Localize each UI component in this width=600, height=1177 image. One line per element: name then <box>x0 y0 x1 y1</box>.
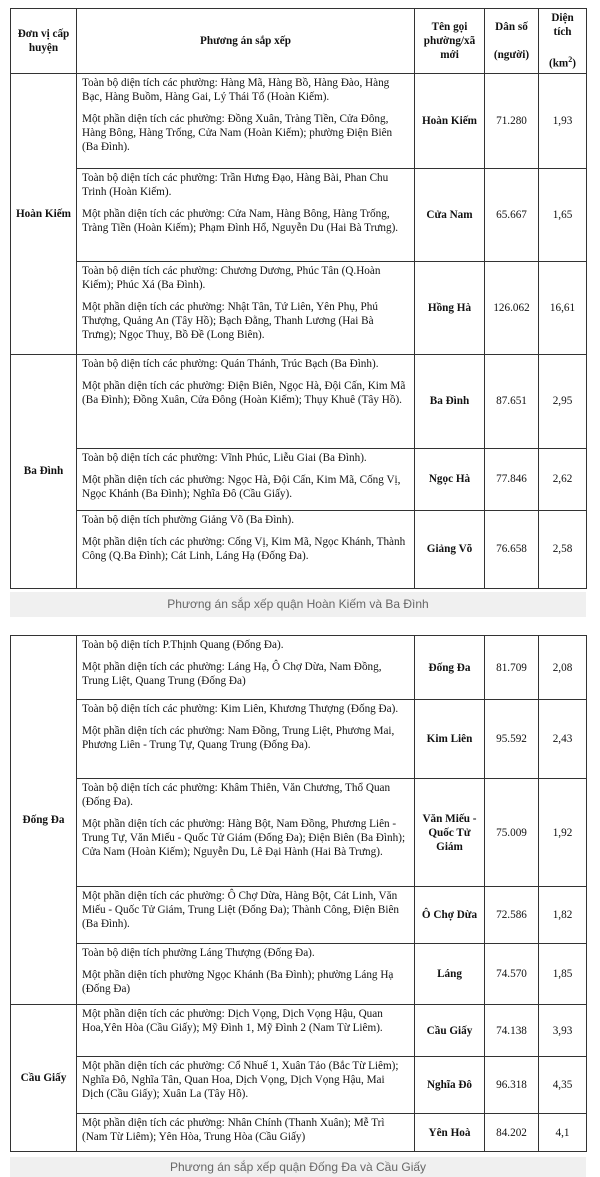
table-row <box>11 510 587 588</box>
population-cell: 76.658 <box>485 510 539 588</box>
area-cell: 2,95 <box>539 354 587 448</box>
header-area-unit-sup: 2 <box>568 55 573 64</box>
ward-name: Yên Hoà <box>415 1114 485 1152</box>
area-cell: 2,62 <box>539 448 587 510</box>
plan-cell <box>77 887 415 944</box>
ward-name: Hoàn Kiếm <box>415 73 485 168</box>
area-cell: 4,35 <box>539 1057 587 1114</box>
plan-full: Toàn bộ diện tích các phường: Chương Dương, Phúc Tân (Q.Hoàn Kiếm); Phúc Xá (Ba Đình). <box>82 264 381 291</box>
header-population-label: Dân số <box>495 20 528 33</box>
plan-cell <box>77 779 415 887</box>
table-row <box>11 354 587 448</box>
population-cell: 65.667 <box>485 168 539 261</box>
plan-full: Toàn bộ diện tích P.Thịnh Quang (Đống Đa). <box>82 639 284 651</box>
area-cell: 16,61 <box>539 261 587 354</box>
area-cell: 2,43 <box>539 700 587 779</box>
plan-full: Toàn bộ diện tích các phường: Khâm Thiên, Văn Chương, Thổ Quan (Đống Đa). <box>82 782 391 808</box>
area-cell: 1,85 <box>539 944 587 1005</box>
population-cell: 75.009 <box>485 779 539 887</box>
table-block-2 <box>10 635 586 1152</box>
header-area-unit-close: ) <box>572 57 576 70</box>
area-cell: 2,58 <box>539 510 587 588</box>
area-cell: 1,92 <box>539 779 587 887</box>
plan-partial: Một phần diện tích các phường: Cổ Nhuế 1, Xuân Tảo (Bắc Từ Liêm); Nghĩa Đô, Nghĩa Tân, Quan Hoa, Dịch Vọng, Dịch Vọng Hậu, Mai Dịch (Cầu Giấy); Xuân La (Tây Hồ). <box>82 1060 399 1100</box>
plan-cell <box>77 354 415 448</box>
caption-2: Phương án sắp xếp quận Đống Đa và Cầu Giấy <box>10 1157 586 1177</box>
plan-cell <box>77 636 415 700</box>
ward-name: Nghĩa Đô <box>415 1057 485 1114</box>
population-cell: 96.318 <box>485 1057 539 1114</box>
population-cell: 77.846 <box>485 448 539 510</box>
ward-name: Cầu Giấy <box>415 1005 485 1057</box>
plan-partial: Một phần diện tích các phường: Láng Hạ, Ô Chợ Dừa, Nam Đồng, Trung Liệt, Quang Trung (Đống Đa) <box>82 661 382 687</box>
ward-name: Láng <box>415 944 485 1005</box>
population-cell: 74.570 <box>485 944 539 1005</box>
plan-full: Toàn bộ diện tích các phường: Kim Liên, Khương Thượng (Đống Đa). <box>82 703 399 715</box>
ward-name: Đống Đa <box>415 636 485 700</box>
plan-partial: Một phần diện tích các phường: Cửa Nam, Hàng Bông, Hàng Trống, Tràng Tiền (Hoàn Kiếm); Phạm Đình Hổ, Nguyễn Du (Hai Bà Trưng). <box>82 207 399 234</box>
table-row <box>11 1005 587 1057</box>
population-cell: 81.709 <box>485 636 539 700</box>
area-cell: 1,82 <box>539 887 587 944</box>
plan-full: Toàn bộ diện tích các phường: Quán Thánh, Trúc Bạch (Ba Đình). <box>82 357 379 370</box>
plan-partial: Một phần diện tích các phường: Dịch Vọng, Dịch Vọng Hậu, Quan Hoa,Yên Hòa (Cầu Giấy); Mỹ Đình 1, Mỹ Đình 2 (Nam Từ Liêm). <box>82 1008 383 1034</box>
ward-name: Ô Chợ Dừa <box>415 887 485 944</box>
plan-full: Toàn bộ diện tích các phường: Vĩnh Phúc, Liễu Giai (Ba Đình). <box>82 451 367 464</box>
table-row <box>11 944 587 1005</box>
table-dong-da-cau-giay <box>10 635 587 1152</box>
area-cell: 1,93 <box>539 73 587 168</box>
header-area-unit: (km <box>548 57 569 70</box>
plan-cell <box>77 448 415 510</box>
ward-name: Hồng Hà <box>415 261 485 354</box>
population-cell: 74.138 <box>485 1005 539 1057</box>
plan-full: Toàn bộ diện tích các phường: Hàng Mã, Hàng Bồ, Hàng Đào, Hàng Bạc, Hàng Buồm, Hàng Gai, Lý Thái Tổ (Hoàn Kiếm). <box>82 76 390 103</box>
header-plan: Phương án sắp xếp <box>77 9 415 74</box>
table-row <box>11 636 587 700</box>
ward-name: Giảng Võ <box>415 510 485 588</box>
district-cell: Hoàn Kiếm <box>11 73 77 354</box>
table-row <box>11 1114 587 1152</box>
header-population-unit: (người) <box>493 48 530 61</box>
plan-partial: Một phần diện tích các phường: Nhật Tân, Tứ Liên, Yên Phụ, Phú Thượng, Quảng An (Tây Hồ); Bạch Đằng, Thanh Lương (Hai Bà Trưng); Ngọc Thuỵ, Bồ Đề (Long Biên). <box>82 300 378 341</box>
district-cell: Cầu Giấy <box>11 1005 77 1152</box>
plan-cell <box>77 1114 415 1152</box>
area-cell: 1,65 <box>539 168 587 261</box>
plan-partial: Một phần diện tích các phường: Cống Vị, Kim Mã, Ngọc Khánh, Thành Công (Q.Ba Đình); Cát Linh, Láng Hạ (Đống Đa). <box>82 535 406 562</box>
plan-partial: Một phần diện tích các phường: Điện Biên, Ngọc Hà, Đội Cấn, Kim Mã (Ba Đình); Đồng Xuân, Cửa Đông (Hoàn Kiếm); Thụy Khuê (Tây Hồ). <box>82 379 406 406</box>
plan-partial: Một phần diện tích các phường: Nhân Chính (Thanh Xuân); Mễ Trì (Nam Từ Liêm); Yên Hòa, Trung Hòa (Cầu Giấy) <box>82 1117 385 1143</box>
ward-name: Ngọc Hà <box>415 448 485 510</box>
header-row <box>11 9 587 74</box>
plan-cell <box>77 700 415 779</box>
plan-cell <box>77 510 415 588</box>
plan-partial: Một phần diện tích các phường: Nam Đồng, Trung Liệt, Phương Mai, Phương Liên - Trung Tự, Quang Trung (Đống Đa). <box>82 725 395 751</box>
population-cell: 87.651 <box>485 354 539 448</box>
population-cell: 71.280 <box>485 73 539 168</box>
population-cell: 84.202 <box>485 1114 539 1152</box>
header-population <box>485 9 539 74</box>
caption-1: Phương án sắp xếp quận Hoàn Kiếm và Ba Đình <box>10 592 586 617</box>
table-row <box>11 1057 587 1114</box>
table-block-1 <box>10 8 586 589</box>
area-cell: 2,08 <box>539 636 587 700</box>
table-row <box>11 779 587 887</box>
table-row <box>11 73 587 168</box>
ward-name: Cửa Nam <box>415 168 485 261</box>
ward-name: Ba Đình <box>415 354 485 448</box>
plan-partial: Một phần diện tích các phường: Hàng Bột, Nam Đồng, Phương Liên - Trung Tự, Văn Miếu - Quốc Tử Giám (Đống Đa); Điện Biên (Ba Đình); Cửa Nam (Hoàn Kiếm); Nguyễn Du, Lê Đại Hành (Hai Bà Trưng). <box>82 818 406 858</box>
area-cell: 4,1 <box>539 1114 587 1152</box>
plan-cell <box>77 261 415 354</box>
ward-name: Kim Liên <box>415 700 485 779</box>
plan-full: Toàn bộ diện tích phường Láng Thượng (Đống Đa). <box>82 947 315 959</box>
header-area-label: Diện tích <box>551 12 574 38</box>
plan-partial: Một phần diện tích các phường: Ô Chợ Dừa, Hàng Bột, Cát Linh, Văn Miếu - Quốc Tử Giám, Trung Liệt (Đống Đa); Thành Công, Điện Biên (Ba Đình). <box>82 890 400 930</box>
header-new-name: Tên gọi phường/xã mới <box>415 9 485 74</box>
plan-partial: Một phần diện tích các phường: Ngọc Hà, Đội Cấn, Kim Mã, Cống Vị, Ngọc Khánh (Ba Đình); Nghĩa Đô (Cầu Giấy). <box>82 473 401 500</box>
plan-cell <box>77 168 415 261</box>
population-cell: 72.586 <box>485 887 539 944</box>
area-cell: 3,93 <box>539 1005 587 1057</box>
table-hoan-kiem-ba-dinh <box>10 8 587 589</box>
table-row <box>11 261 587 354</box>
plan-cell <box>77 1005 415 1057</box>
plan-full: Toàn bộ diện tích các phường: Trần Hưng Đạo, Hàng Bài, Phan Chu Trinh (Hoàn Kiếm). <box>82 171 389 198</box>
header-area <box>539 9 587 74</box>
table-row <box>11 887 587 944</box>
population-cell: 95.592 <box>485 700 539 779</box>
table-row <box>11 448 587 510</box>
population-cell: 126.062 <box>485 261 539 354</box>
table-row <box>11 700 587 779</box>
plan-cell <box>77 73 415 168</box>
header-district: Đơn vị cấp huyện <box>11 9 77 74</box>
plan-full: Toàn bộ diện tích phường Giảng Võ (Ba Đình). <box>82 513 295 526</box>
district-cell: Đống Đa <box>11 636 77 1005</box>
plan-partial: Một phần diện tích các phường: Đồng Xuân, Tràng Tiền, Cửa Đông, Hàng Bông, Hàng Trống, Cửa Nam (Hoàn Kiếm); phường Điện Biên (Ba Đình). <box>82 112 393 153</box>
ward-name: Văn Miếu - Quốc Tử Giám <box>415 779 485 887</box>
plan-cell <box>77 1057 415 1114</box>
table-row <box>11 168 587 261</box>
plan-cell <box>77 944 415 1005</box>
plan-partial: Một phần diện tích phường Ngọc Khánh (Ba Đình); phường Láng Hạ (Đống Đa) <box>82 969 394 995</box>
district-cell: Ba Đình <box>11 354 77 588</box>
